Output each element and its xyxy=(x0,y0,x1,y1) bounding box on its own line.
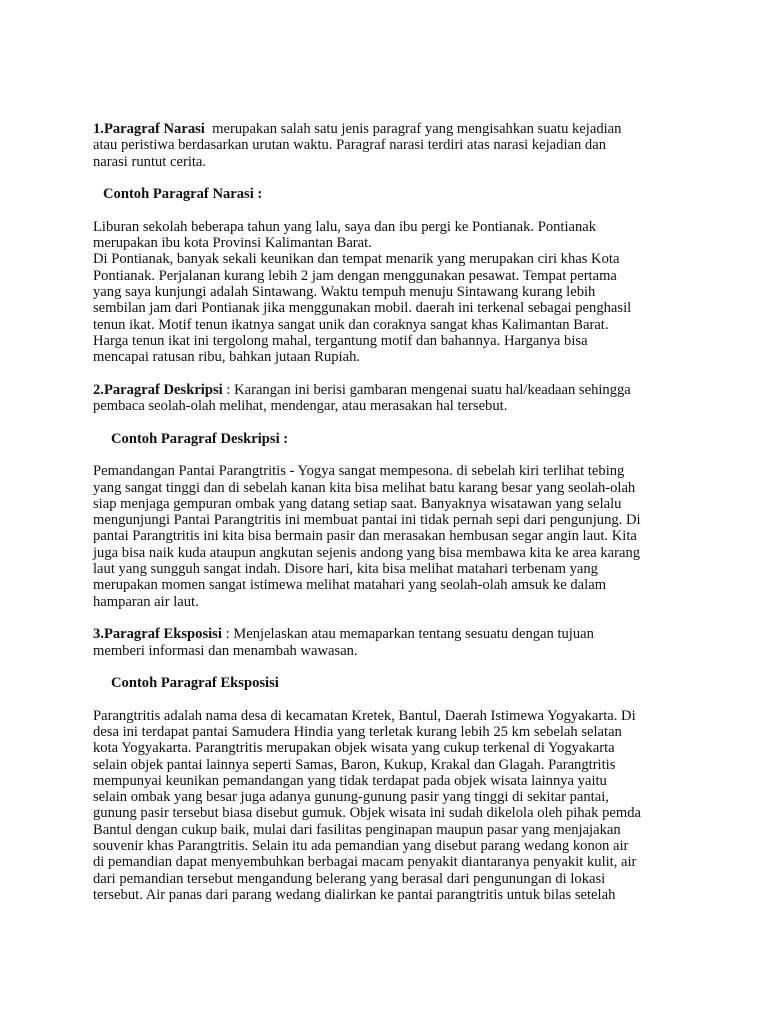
deskripsi-body-line: mengunjungi Pantai Parangtritis ini membuat pantai ini tidak pernah sepi dari pengunjung. Di xyxy=(93,512,641,529)
eksposisi-body-line: selain objek pantai lainnya seperti Samas, Baron, Kukup, Krakal dan Glagah. Parangtritis xyxy=(93,756,616,773)
narasi-body-line: mencapai ratusan ribu, bahkan jutaan Rupiah. xyxy=(93,349,361,366)
eksposisi-body-line: selain ombak yang besar juga adanya gunung-gunung pasir yang tinggi di sekitar pantai, xyxy=(93,789,609,806)
section-narasi xyxy=(93,121,683,365)
deskripsi-body-line: Pemandangan Pantai Parangtritis - Yogya sangat mempesona. di sebelah kiri terlihat tebing xyxy=(93,463,625,480)
eksposisi-body-line: kota Yogyakarta. Parangtritis merupakan objek wisata yang cukup terkenal di Yogyakarta xyxy=(93,740,615,757)
deskripsi-body-line: merupakan momen sangat istimewa melihat matahari yang seolah-olah amsuk ke dalam xyxy=(93,577,607,594)
narasi-body-line: Liburan sekolah beberapa tahun yang lalu, saya dan ibu pergi ke Pontianak. Pontianak xyxy=(93,218,597,235)
eksposisi-body-line: dari pemandian tersebut mengandung belerang yang berasal dari pengunungan di lokasi xyxy=(93,870,606,887)
deskripsi-body-line: siap menjaga gempuran ombak yang datang setiap saat. Banyaknya wisatawan yang selalu xyxy=(93,495,622,512)
narasi-body-line: sembilan jam dari Pontianak jika menggunakan mobil. daerah ini terkenal sebagai penghasil xyxy=(93,300,632,317)
narasi-example-body xyxy=(93,219,683,366)
deskripsi-body-line: pantai Parangtritis ini kita bisa bermain pasir dan merasakan hembusan segar angin laut. Kita xyxy=(93,528,637,545)
deskripsi-definition-line: pembaca seolah-olah melihat, mendengar, atau merasakan hal tersebut. xyxy=(93,398,508,415)
deskripsi-body-line: yang sangat tinggi dan di sebelah kanan kita bisa melihat batu karang besar yang seolah-olah xyxy=(93,479,636,496)
eksposisi-body-line: mempunyai keunikan pemandangan yang tidak terdapat pada objek wisata lainnya yaitu xyxy=(93,772,607,789)
document-page xyxy=(93,121,683,903)
deskripsi-definition-text: : Karangan ini berisi gambaran mengenai suatu hal/keadaan sehingga xyxy=(222,381,631,398)
deskripsi-body-line: laut yang sungguh sangat indah. Disore hari, kita bisa melihat matahari terbenam yang xyxy=(93,561,598,578)
deskripsi-heading-line-1 xyxy=(93,382,683,398)
narasi-body-line: Harga tenun ikat ini tergolong mahal, tergantung motif dan bahannya. Harganya bisa xyxy=(93,332,588,349)
section-eksposisi xyxy=(93,626,683,903)
narasi-definition-text: merupakan salah satu jenis paragraf yang mengisahkan suatu kejadian xyxy=(204,121,622,137)
narasi-body-line: Di Pontianak, banyak sekali keunikan dan tempat menarik yang merupakan ciri khas Kota xyxy=(93,251,620,268)
deskripsi-example-label: Contoh Paragraf Deskripsi : xyxy=(111,430,289,447)
narasi-body-line: merupakan ibu kota Provinsi Kalimantan Barat. xyxy=(93,235,372,252)
eksposisi-body-line: tersebut. Air panas dari parang wedang dialirkan ke pantai parangtritis untuk bilas setelah xyxy=(93,886,616,903)
deskripsi-example-body xyxy=(93,463,683,610)
eksposisi-example-label: Contoh Paragraf Eksposisi xyxy=(111,675,279,692)
eksposisi-body-line: souvenir khas Parangtritis. Selain itu ada pemandian yang disebut parang wedang konon air xyxy=(93,838,629,855)
narasi-body-line: Pontianak. Perjalanan kurang lebih 2 jam dengan menggunakan pesawat. Tempat pertama xyxy=(93,267,617,284)
eksposisi-definition-text: : Menjelaskan atau memaparkan tentang sesuatu dengan tujuan xyxy=(221,626,594,643)
eksposisi-body-line: desa ini terdapat pantai Samudera Hindia yang terletak kurang lebih 25 km sebelah selatan xyxy=(93,723,622,740)
eksposisi-body-line: gunung pasir tersebut biasa disebut gumuk. Objek wisata ini sudah dikelola oleh pihak pemda xyxy=(93,805,641,822)
narasi-heading-line-1 xyxy=(93,121,683,137)
deskripsi-heading-title: 2.Paragraf Deskripsi xyxy=(93,381,223,398)
narasi-body-line: yang saya kunjungi adalah Sintawang. Waktu tempuh menuju Sintawang kurang lebih xyxy=(93,283,596,300)
eksposisi-body-line: di pemandian dapat menyembuhkan berbagai macam penyakit diantaranya penyakit kulit, air xyxy=(93,854,637,871)
narasi-definition-line: narasi runtut cerita. xyxy=(93,153,207,170)
narasi-body-line: tenun ikat. Motif tenun ikatnya sangat unik dan coraknya sangat khas Kalimantan Barat. xyxy=(93,316,609,333)
narasi-definition-line: atau peristiwa berdasarkan urutan waktu. Paragraf narasi terdiri atas narasi kejadian dan xyxy=(93,137,606,154)
eksposisi-definition-line: memberi informasi dan menambah wawasan. xyxy=(93,642,358,659)
deskripsi-body-line: hamparan air laut. xyxy=(93,593,199,610)
deskripsi-body-line: juga bisa naik kuda ataupun angkutan sejenis andong yang bisa membawa kita ke area karang xyxy=(93,544,641,561)
eksposisi-heading-line-1 xyxy=(93,626,683,642)
narasi-example-label: Contoh Paragraf Narasi : xyxy=(103,186,263,203)
eksposisi-example-body xyxy=(93,708,683,904)
narasi-heading-title: 1.Paragraf Narasi xyxy=(93,121,205,137)
section-deskripsi xyxy=(93,382,683,610)
eksposisi-heading-title: 3.Paragraf Eksposisi xyxy=(93,626,222,643)
eksposisi-body-line: Bantul dengan cukup baik, mulai dari fasilitas penginapan maupun pasar yang menjajakan xyxy=(93,821,621,838)
eksposisi-body-line: Parangtritis adalah nama desa di kecamatan Kretek, Bantul, Daerah Istimewa Yogyakarta. Di xyxy=(93,707,636,724)
